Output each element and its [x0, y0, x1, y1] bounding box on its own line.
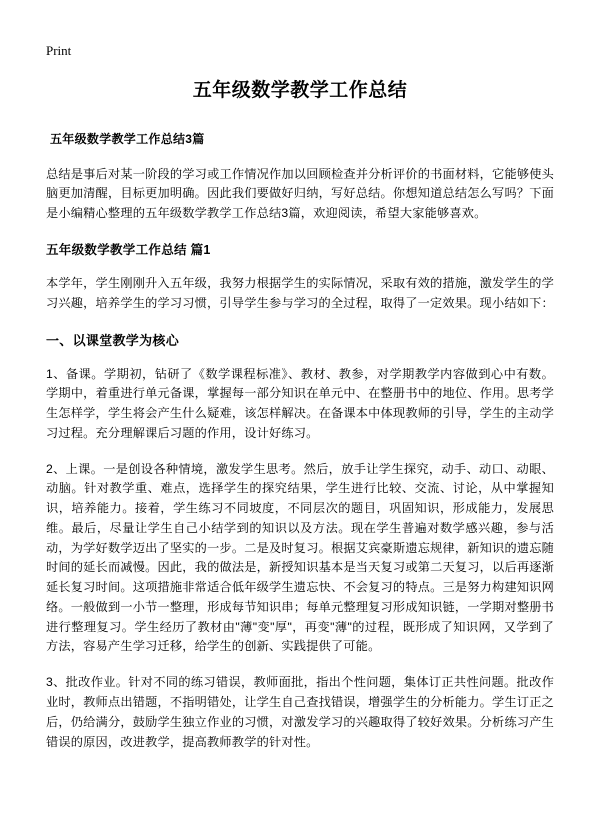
part-intro-paragraph: 本学年，学生刚刚升入五年级，我努力根据学生的实际情况，采取有效的措施，激发学生的学习兴趣，培养学生的学习习惯，引导学生参与学习的全过程，取得了一定效果。现小结如下： [46, 275, 554, 310]
intro-paragraph: 总结是事后对某一阶段的学习或工作情况作加以回顾检查并分析评价的书面材料，它能够使头脑更加清醒，目标更加明确。因此我们要做好归纳，写好总结。你想知道总结怎么写吗？下面是小编精心整理的五年级数学教学工作总结3篇，欢迎阅读，希望大家能够喜欢。 [46, 166, 554, 221]
body-paragraph: 2、上课。一是创设各种情境，激发学生思考。然后，放手让学生探究，动手、动口、动眼、动脑。针对教学重、难点，选择学生的探究结果，学生进行比较、交流、讨论，从中掌握知识，培养能力。接着，学生练习不同坡度，不同层次的题目，巩固知识，形成能力，发展思维。最后，尽量让学生自己小结学到的知识以及方法。现在学生普遍对数学感兴趣，参与活动，为学好数学迈出了坚实的一步。二是及时复习。根据艾宾豪斯遗忘规律，新知识的遗忘随时间的延长而减慢。因此，我的做法是，新授知识基本是当天复习或第二天复习，以后再逐渐延长复习时间。这项措施非常适合低年级学生遗忘快、不会复习的特点。三是努力构建知识网络。一般做到一小节一整理，形成每节知识串；每单元整理复习形成知识链，一学期对整册书进行整理复习。学生经历了教材由"薄"变"厚"，再变"薄"的过程，既形成了知识网，又学到了方法，容易产生学习迁移，给学生的创新、实践提供了可能。 [46, 461, 554, 654]
print-label[interactable]: Print [46, 43, 72, 58]
document-subtitle: 五年级数学教学工作总结3篇 [50, 131, 205, 146]
part-heading: 五年级数学教学工作总结 篇1 [46, 242, 211, 257]
section-heading: 一、以课堂教学为核心 [46, 332, 180, 348]
body-paragraph: 3、批改作业。针对不同的练习错误，教师面批，指出个性问题，集体订正共性问题。批改作业时，教师点出错题，不指明错处，让学生自己查找错误，增强学生的分析能力。学生订正之后，仍给满分，鼓励学生独立作业的习惯，对激发学习的兴趣取得了较好效果。分析练习产生错误的原因，改进教学，提高教师教学的针对性。 [46, 675, 554, 749]
page-title: 五年级数学教学工作总结 [192, 80, 408, 101]
body-paragraph: 1、备课。学期初，钻研了《数学课程标准》、教材、教参，对学期教学内容做到心中有数。学期中，着重进行单元备课，掌握每一部分知识在单元中、在整册书中的地位、作用。思考学生怎样学，学生将会产生什么疑难，该怎样解决。在备课本中体现教师的引导，学生的主动学习过程。充分理解课后习题的作用，设计好练习。 [46, 366, 554, 440]
